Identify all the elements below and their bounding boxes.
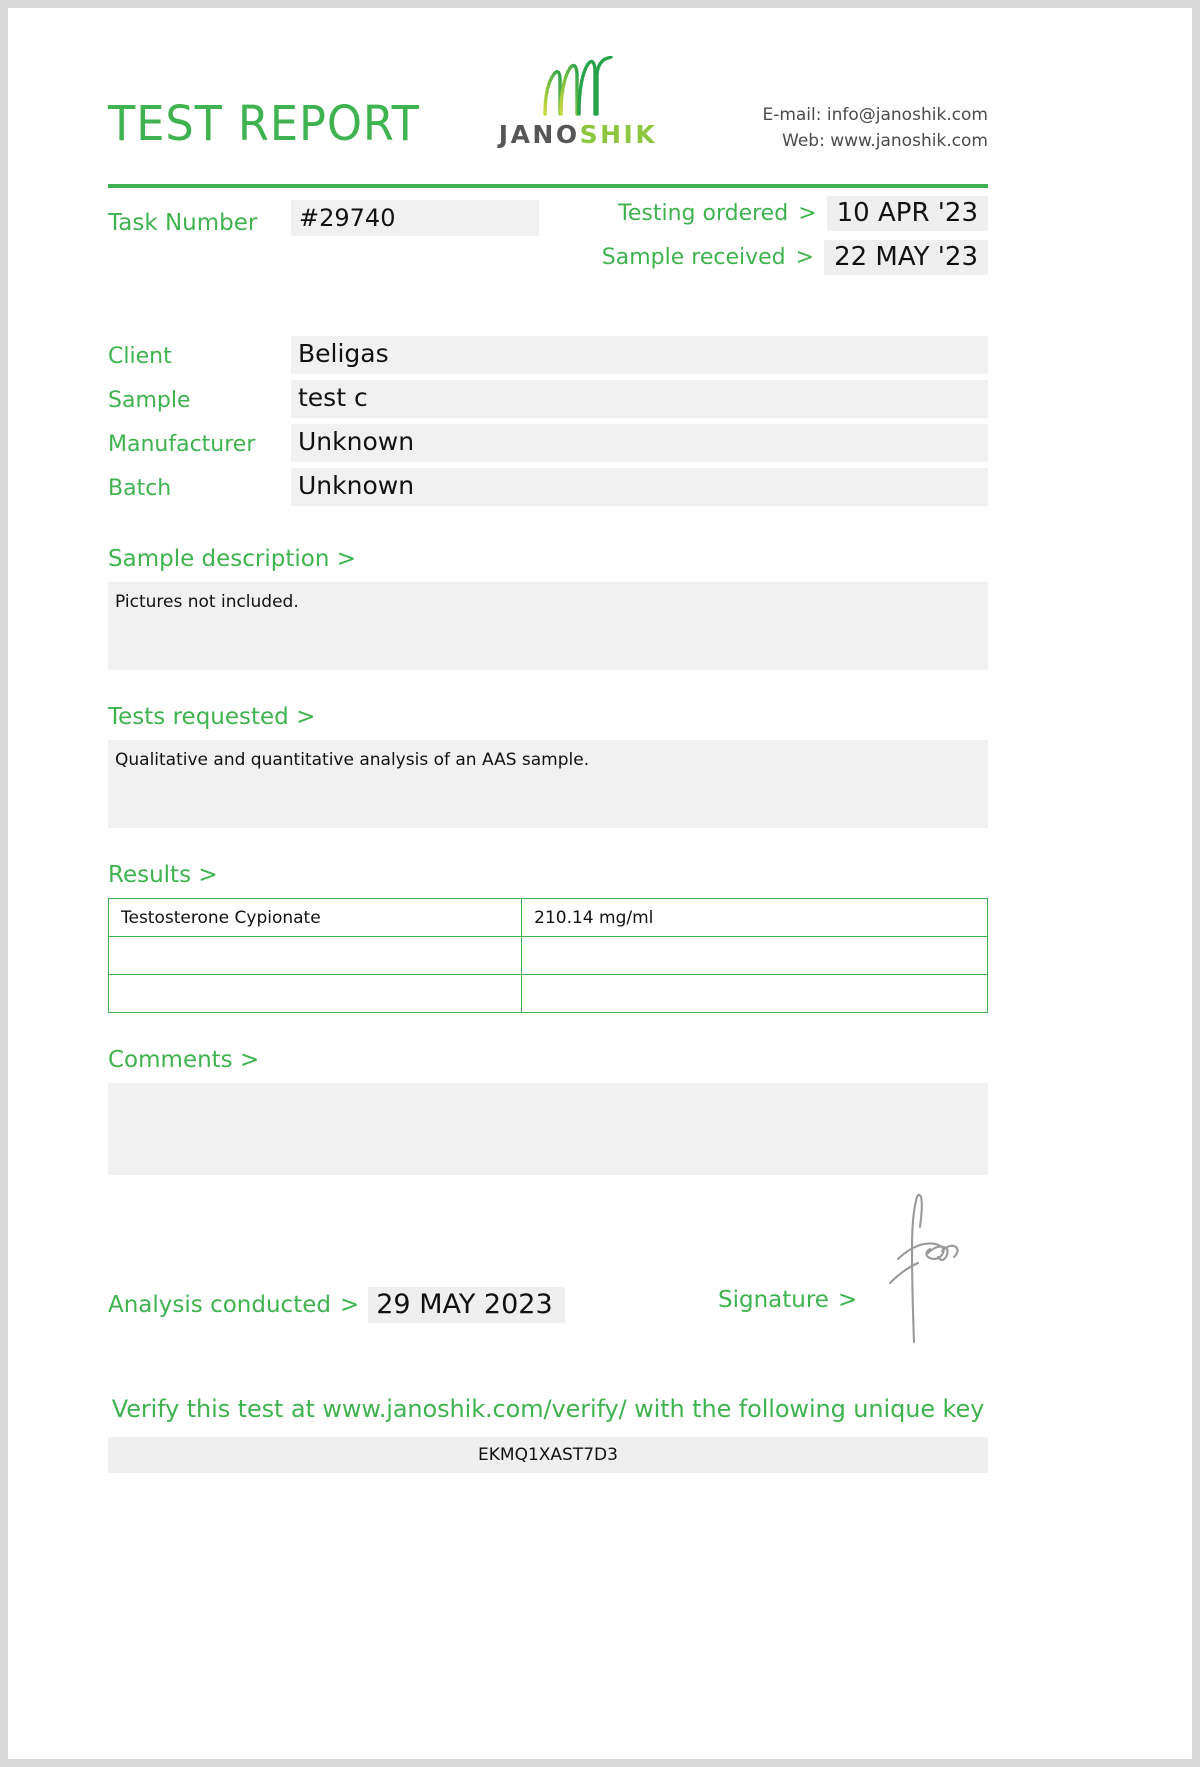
info-label-sample: Sample (108, 388, 191, 413)
info-label-manufacturer: Manufacturer (108, 432, 256, 457)
table-row (109, 899, 988, 937)
report-header (108, 8, 988, 188)
comments-section (108, 1047, 988, 1175)
contact-email: E-mail: info@janoshik.com (762, 105, 988, 125)
signature-label: Signature (718, 1287, 829, 1313)
page-title: TEST REPORT (108, 96, 420, 152)
contact-info (762, 103, 988, 154)
result-substance (109, 975, 522, 1013)
sample-description-box: Pictures not included. (108, 582, 988, 670)
info-value-client: Beligas (291, 336, 988, 374)
task-number-value: #29740 (291, 200, 539, 236)
tests-requested-heading: Tests requested > (108, 704, 316, 730)
signature-image (868, 1187, 978, 1347)
results-heading: Results > (108, 862, 218, 888)
comments-heading: Comments > (108, 1047, 260, 1073)
info-label-client: Client (108, 344, 172, 369)
sample-received-label: Sample received (601, 245, 786, 270)
testing-ordered-label: Testing ordered (618, 201, 789, 226)
analysis-conducted-row (108, 1287, 565, 1323)
results-section (108, 862, 988, 1013)
sample-received-row (602, 240, 988, 275)
info-row-batch (108, 468, 988, 512)
result-amount: 210.14 mg/ml (522, 899, 988, 937)
info-row-manufacturer (108, 424, 988, 468)
result-amount (522, 975, 988, 1013)
report-page (8, 8, 1192, 1759)
info-value-manufacturer: Unknown (291, 424, 988, 462)
analysis-conducted-value: 29 MAY 2023 (368, 1287, 564, 1323)
result-amount (522, 937, 988, 975)
info-row-sample (108, 380, 988, 424)
testing-ordered-value: 10 APR '23 (827, 196, 988, 231)
result-substance (109, 937, 522, 975)
results-table (108, 898, 988, 1013)
logo-wordmark (468, 122, 688, 147)
signature-caret-icon: > (837, 1287, 858, 1313)
sample-description-heading: Sample description > (108, 546, 357, 572)
task-number-label: Task Number (108, 210, 258, 236)
report-footer (108, 1217, 988, 1377)
sample-description-section (108, 546, 988, 670)
date-block (602, 196, 988, 284)
info-value-batch: Unknown (291, 468, 988, 506)
contact-web: Web: www.janoshik.com (782, 130, 988, 151)
info-value-sample: test c (291, 380, 988, 418)
sample-info-table (108, 336, 988, 512)
info-row-client (108, 336, 988, 380)
report-content (108, 8, 988, 1759)
analysis-conducted-caret-icon: > (339, 1292, 360, 1318)
analysis-conducted-label: Analysis conducted (108, 1292, 331, 1318)
table-row (109, 975, 988, 1013)
tests-requested-section (108, 704, 988, 828)
info-label-batch: Batch (108, 476, 172, 501)
task-row (108, 188, 988, 288)
tests-requested-box: Qualitative and quantitative analysis of an AAS sample. (108, 740, 988, 828)
logo-word-shik: SHIK (579, 120, 658, 149)
table-row (109, 937, 988, 975)
testing-ordered-caret-icon: > (798, 201, 817, 226)
result-substance: Testosterone Cypionate (109, 899, 522, 937)
sample-received-value: 22 MAY '23 (824, 240, 988, 275)
verification-key: EKMQ1XAST7D3 (108, 1437, 988, 1473)
signature-row (718, 1287, 866, 1313)
logo-word-jano: JANO (498, 120, 580, 149)
verify-text: Verify this test at www.janoshik.com/verify/ with the following unique key (111, 1395, 985, 1423)
comments-box (108, 1083, 988, 1175)
logo-mark-icon (539, 56, 617, 118)
janoshik-logo (468, 56, 688, 147)
testing-ordered-row (602, 196, 988, 231)
sample-received-caret-icon: > (795, 245, 815, 270)
